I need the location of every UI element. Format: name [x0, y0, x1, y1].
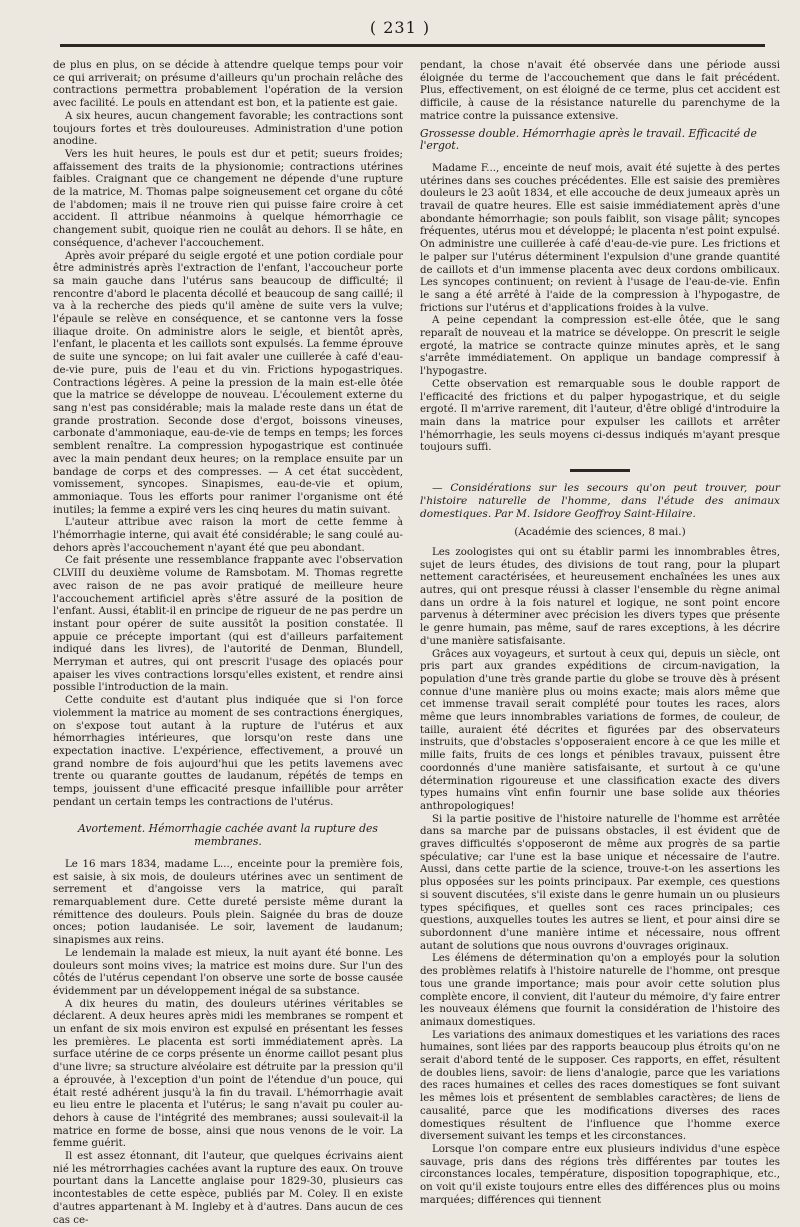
- paragraph: Grâces aux voyageurs, et surtout à ceux qui, depuis un siècle, ont pris part aux grandes expéditions de circum-navigation, la population d'une très grande partie du globe se trouve dès à présent connue d'une manière plus ou moins exacte; mais alors même que cet immense travail serait complété pour toutes les races, alors même que leurs innombrables variations de formes, de couleur, de taille, auraient été décrites et figurées par des observateurs instruits, que d'obstacles s'opposeraient encore à ce que les mille et mille faits, fruits de ces longs et pénibles travaux, puissent être coordonnés d'une manière satisfaisante, et surtout à ce qu'une détermination rigoureuse et une classification exacte des divers types humains vînt enfin fournir une base solide aux théories anthropologiques!: [420, 648, 780, 812]
- paragraph: Après avoir préparé du seigle ergoté et une potion cordiale pour être administrés après l'extraction de l'enfant, l'accoucheur porte sa main gauche dans l'utérus sans beaucoup de difficulté; il rencontre d'abord le placenta décollé et beaucoup de sang caillé; il va à la recherche des pieds qu'il amène de suite vers la vulve; l'épaule se relève en conséquence, et se cantonne vers la fosse iliaque droite. On administre alors le seigle, et bientôt après, l'enfant, le placenta et les caillots sont expulsés. La femme éprouve de suite une syncope; on lui fait avaler une cuillerée à café d'eau-de-vie pure, puis de l'eau et du vin. Frictions hypogastriques. Contractions légères. A peine la pression de la main est-elle ôtée que la matrice se développe de nouveau. L'écoulement externe du sang n'est pas considérable; mais la malade reste dans un état de grande prostration. Seconde dose d'ergot, boissons vineuses, carbonate d'ammoniaque, eau-de-vie de temps en temps; les forces semblent renaître. La compression hypogastrique est continuée avec la main pendant deux heures; on la remplace ensuite par un bandage de corps et des compresses. — A cet état succèdent, vomissement, syncopes. Sinapismes, eau-de-vie et opium, ammoniaque. Tous les efforts pour ranimer l'organisme ont été inutiles; la femme a expiré vers les cinq heures du matin suivant.: [53, 250, 403, 516]
- paragraph: Les zoologistes qui ont su établir parmi les innombrables êtres, sujet de leurs études, des divisions de tout rang, pour la plupart nettement caractérisées, et heureusement enchaînées les unes aux autres, qui ont presque réussi à classer l'ensemble du règne animal dans un ordre à la fois naturel et logique, ne sont point encore parvenus à déterminer avec précision les divers types que présente le genre humain, pas même, sauf de rares exceptions, à les décrire d'une manière satisfaisante.: [420, 546, 780, 647]
- paragraph: Madame F..., enceinte de neuf mois, avait été sujette à des pertes utérines dans ses couches précédentes. Elle est saisie des premières douleurs le 23 août 1834, et elle accouche de deux jumeaux après un travail de quatre heures. Elle est saisie immédiatement après d'une abondante hémorrhagie; son pouls faiblit, son visage pâlit; syncopes fréquentes, utérus mou et développé; le placenta n'est point expulsé. On administre une cuillerée à café d'eau-de-vie pure. Les frictions et le palper sur l'utérus déterminent l'expulsion d'une grande quantité de caillots et d'un immense placenta avec deux cordons ombilicaux. Les syncopes continuent; on revient à l'usage de l'eau-de-vie. Enfin le sang a été arrêté à l'aide de la compression à l'hypogastre, de frictions sur l'utérus et d'applications froides à la vulve.: [420, 162, 780, 314]
- left-column: [53, 60, 403, 1227]
- paragraph: Les élémens de détermination qu'on a employés pour la solution des problèmes relatifs à l'histoire naturelle de l'homme, ont presque tous une grande importance; mais pour avoir cette solution plus complète encore, il convient, dit l'auteur du mémoire, d'y faire entrer les nouveaux élémens que fournit la considération de l'histoire des animaux domestiques.: [420, 953, 780, 1028]
- page-number: ( 231 ): [369, 18, 431, 37]
- paragraph: Le 16 mars 1834, madame L..., enceinte pour la première fois, est saisie, à six mois, de douleurs utérines avec un sentiment de serrement et d'angoisse vers la matrice, qui paraît remarquablement dure. Cette dureté persiste même durant la rémittence des douleurs. Pouls plein. Saignée du bras de douze onces; potion laudanisée. Le soir, lavement de laudanum; sinapismes aux reins.: [53, 858, 403, 947]
- paragraph: Si la partie positive de l'histoire naturelle de l'homme est arrêtée dans sa marche par de puissans obstacles, il est évident que de graves difficultés s'opposeront de même aux progrès de sa partie spéculative; car l'une est la base unique et nécessaire de l'autre. Aussi, dans cette partie de la science, trouve-t-on les assertions les plus opposées sur les points principaux. Par exemple, ces questions si souvent discutées, s'il existe dans le genre humain un ou plusieurs types spécifiques, et quelles sont ces races principales; ces questions, auxquelles toutes les autres se lient, et pour ainsi dire se subordonnent d'une manière intime et nécessaire, nous offrent autant de solutions que nous ouvrons d'ouvrages originaux.: [420, 813, 780, 952]
- paragraph: Cette observation est remarquable sous le double rapport de l'efficacité des frictions et du palper hypogastrique, et du seigle ergoté. Il m'arrive rarement, dit l'auteur, d'être obligé d'introduire la main dans la matrice pour expulser les caillots et arrêter l'hémorrhagie, les seuls moyens ci-dessus indiqués m'ayant presque toujours suffi.: [420, 378, 780, 454]
- top-rule: [60, 44, 765, 47]
- paragraph: Ce fait présente une ressemblance frappante avec l'observation CLVIII du deuxième volume de Ramsbotam. M. Thomas regrette avec raison de ne pas avoir pratiqué de meilleure heure l'accouchement artificiel après s'être assuré de la position de l'enfant. Aussi, établit-il en principe de rigueur de ne pas perdre un instant pour opérer de suite aussitôt la position constatée. Il appuie ce précepte important (qui est d'ailleurs parfaitement indiqué dans les livres), de l'autorité de Denman, Blundell, Merryman et autres, qui ont prescrit l'usage des opiacés pour apaiser les vives contractions lorsqu'elles existent, et rendre ainsi possible l'introduction de la main.: [53, 555, 403, 694]
- academy-note: (Académie des sciences, 8 mai.): [514, 526, 686, 539]
- paragraph: Lorsque l'on compare entre eux plusieurs individus d'une espèce sauvage, pris dans des régions très différentes par toutes les circonstances locales, température, disposition topographique, etc., on voit qu'il existe toujours entre elles des différences plus ou moins marquées; différences qui tiennent: [420, 1143, 780, 1206]
- section-heading: Grossesse double. Hémorrhagie après le travail. Efficacité de l'ergot.: [420, 126, 757, 153]
- paragraph: A six heures, aucun changement favorable; les contractions sont toujours fortes et très douloureuses. Administration d'une potion anodine.: [53, 110, 403, 148]
- paragraph: pendant, la chose n'avait été observée dans une période aussi éloignée du terme de l'accouchement que dans le fait précédent. Plus, effectivement, on est éloigné de ce terme, plus cet accident est difficile, à cause de la résistance naturelle du parenchyme de la matrice contre la puissance extensive.: [420, 60, 780, 122]
- paragraph: Le lendemain la malade est mieux, la nuit ayant été bonne. Les douleurs sont moins vives; la matrice est moins dure. Sur l'un des côtés de l'utérus cependant l'on observe une sorte de bosse causée évidemment par un développement inégal de sa substance.: [53, 947, 403, 997]
- paragraph: Il est assez étonnant, dit l'auteur, que quelques écrivains aient nié les métrorrhagies cachées avant la rupture des eaux. On trouve pourtant dans la Lancette anglaise pour 1829-30, plusieurs cas incontestables de cette espèce, publiés par M. Coley. Il en existe d'autres appartenant à M. Ingleby et à d'autres. Dans aucun de ces cas ce-: [53, 1151, 403, 1226]
- paragraph: A dix heures du matin, des douleurs utérines véritables se déclarent. A deux heures après midi les membranes se rompent et un enfant de six mois environ est expulsé en présentant les fesses les premières. Le placenta est sorti immédiatement après. La surface utérine de ce corps présente un énorme caillot pesant plus d'une livre; sa structure alvéolaire est détruite par la pression qu'il a éprouvée, à l'exception d'un point de l'étendue d'un pouce, qui était resté adhérent jusqu'à la fin du travail. L'hémorrhagie avait eu lieu entre le placenta et l'utérus; le sang n'avait pu couler au-dehors à cause de l'intégrité des membranes; aussi soulevait-il la matrice en forme de bosse, ainsi que nous venons de le voir. La femme guérit.: [53, 998, 403, 1150]
- article-title: — Considérations sur les secours qu'on peut trouver, pour l'histoire naturelle de l'homme, dans l'étude des animaux domestiques. Par M. Isidore Geoffroy Saint-Hilaire.: [420, 482, 780, 520]
- paragraph: L'auteur attribue avec raison la mort de cette femme à l'hémorrhagie interne, qui avait été considérable; le sang coulé au-dehors après l'accouchement n'ayant été que peu abondant.: [53, 517, 403, 554]
- paragraph: Cette conduite est d'autant plus indiquée que si l'on force violemment la matrice au moment de ses contractions énergiques, on s'expose tout autant à la rupture de l'utérus et aux hémorrhagies intérieures, que lorsqu'on reste dans une expectation inactive. L'expérience, effectivement, a prouvé un grand nombre de fois aujourd'hui que les petits lavemens avec trente ou quarante gouttes de laudanum, répétés de temps en temps, jouissent d'une efficacité presque infaillible pour arrêter pendant un certain temps les contractions de l'utérus.: [53, 695, 403, 808]
- right-column: [420, 60, 780, 1207]
- section-divider: [570, 469, 630, 472]
- section-heading: Avortement. Hémorrhagie cachée avant la rupture des membranes.: [78, 822, 378, 849]
- paragraph: de plus en plus, on se décide à attendre quelque temps pour voir ce qui arriverait; on présume d'ailleurs qu'un prochain relâche des contractions permettra probablement l'opération de la version avec facilité. Le pouls en attendant est bon, et la patiente est gaie.: [53, 60, 403, 110]
- paragraph: Les variations des animaux domestiques et les variations des races humaines, sont liées par des rapports beaucoup plus étroits qu'on ne serait d'abord tenté de le supposer. Ces rapports, en effet, résultent de doubles liens, savoir: de liens d'analogie, parce que les variations des races humaines et celles des races domestiques se font suivant les mêmes lois et présentent de semblables caractères; de liens de causalité, parce que les modifications diverses des races domestiques résultent de l'influence que l'homme exerce diversement suivant les temps et les circonstances.: [420, 1029, 780, 1143]
- paragraph: A peine cependant la compression est-elle ôtée, que le sang reparaît de nouveau et la matrice se développe. On prescrit le seigle ergoté, la matrice se contracte quinze minutes après, et le sang s'arrête immédiatement. On applique un bandage compressif à l'hypogastre.: [420, 315, 780, 378]
- paragraph: Vers les huit heures, le pouls est dur et petit; sueurs froides; affaissement des traits de la physionomie; contractions utérines faibles. Craignant que ce changement ne dépende d'une rupture de la matrice, M. Thomas palpe soigneusement cet organe du côté de l'abdomen; mais il ne trouve rien qui puisse faire croire à cet accident. Il attribue néanmoins à quelque hémorrhagie ce changement subit, quoique rien ne coulât au dehors. Il se hâte, en conséquence, d'achever l'accouchement.: [53, 148, 403, 249]
